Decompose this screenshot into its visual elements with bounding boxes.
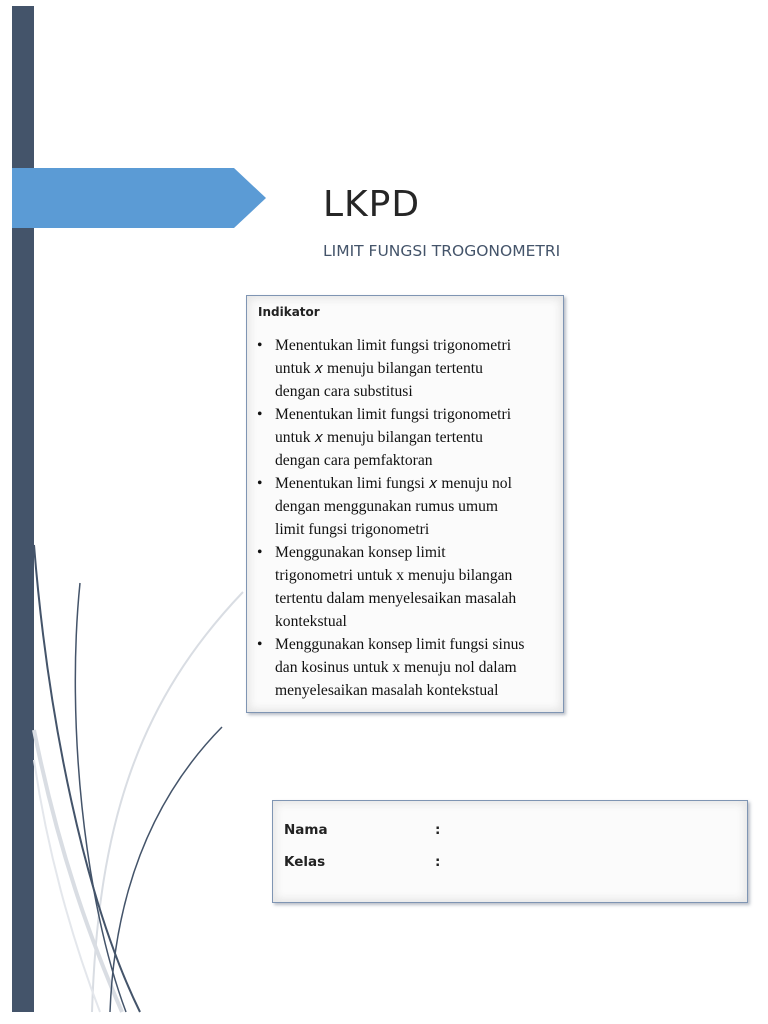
indicator-line: trigonometri untuk x menuju bilangan xyxy=(275,567,513,584)
document-subtitle: LIMIT FUNGSI TROGONOMETRI xyxy=(323,242,561,260)
indicator-line: untuk 𝑥 menuju bilangan tertentu xyxy=(275,429,483,446)
name-label: Nama xyxy=(284,822,328,838)
indicator-item xyxy=(255,472,555,541)
indicator-line: Menggunakan konsep limit xyxy=(275,544,446,561)
bullet-icon: • xyxy=(257,475,263,492)
class-colon: : xyxy=(435,854,441,870)
name-row xyxy=(284,822,441,838)
indicator-line: dengan cara pemfaktoran xyxy=(275,452,433,469)
bullet-icon: • xyxy=(257,544,263,561)
indicator-line: Menentukan limit fungsi trigonometri xyxy=(275,337,512,354)
indicator-list xyxy=(255,334,555,702)
class-row xyxy=(284,854,441,870)
indicator-line: Menentukan limit fungsi trigonometri xyxy=(275,406,512,423)
indicator-line: dengan cara substitusi xyxy=(275,383,413,400)
indicator-item xyxy=(255,541,555,633)
indicator-line: untuk 𝑥 menuju bilangan tertentu xyxy=(275,360,483,377)
class-label: Kelas xyxy=(284,854,326,870)
indicator-line: menyelesaikan masalah kontekstual xyxy=(275,682,499,699)
indicator-line: limit fungsi trigonometri xyxy=(275,521,430,538)
indicator-line: Menentukan limi fungsi 𝑥 menuju nol xyxy=(275,475,512,492)
indicator-line: dengan menggunakan rumus umum xyxy=(275,498,499,515)
indicator-line: kontekstual xyxy=(275,613,347,630)
indicator-item xyxy=(255,633,555,702)
indicator-line: dan kosinus untuk x menuju nol dalam xyxy=(275,659,517,676)
bullet-icon: • xyxy=(257,636,263,653)
name-colon: : xyxy=(435,822,441,838)
student-identity-box xyxy=(272,800,748,903)
indicator-line: Menggunakan konsep limit fungsi sinus xyxy=(275,636,525,653)
indicator-box xyxy=(246,295,564,713)
indicator-item xyxy=(255,403,555,472)
bullet-icon: • xyxy=(257,337,263,354)
indicator-heading: Indikator xyxy=(258,305,320,319)
indicator-item xyxy=(255,334,555,403)
bullet-icon: • xyxy=(257,406,263,423)
indicator-line: tertentu dalam menyelesaikan masalah xyxy=(275,590,517,607)
document-title: LKPD xyxy=(323,184,421,225)
